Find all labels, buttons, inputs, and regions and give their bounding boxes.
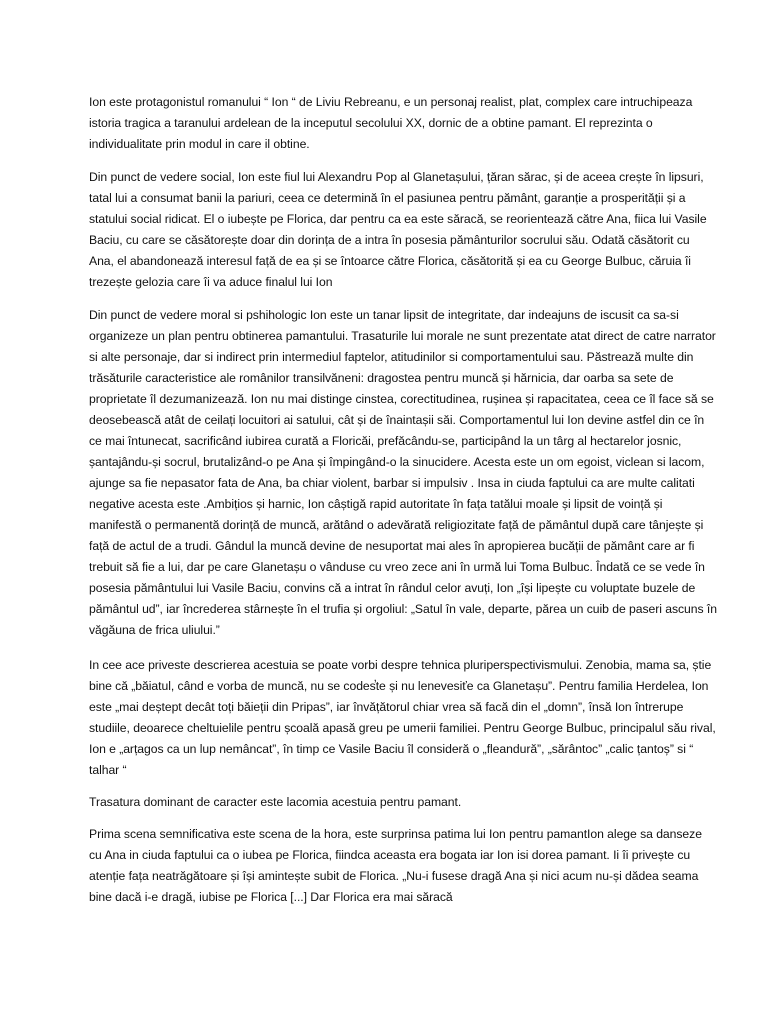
document-page (89, 92, 717, 920)
paragraph-description: In cee ace priveste descrierea acestuia se poate vorbi despre tehnica pluriperspectivismului. Zenobia, mama sa, știe bine că „băiatul, când e vorba de muncă, nu se codes̕te și nu lenevesiťe ca Glanetașu”. Pentru familia Herdelea, Ion este „mai deștept decât toți băieții din Pripas”, iar învățătorul chiar vrea să facă din el „domn”, însă Ion întrerupe studiile, deoarece cheltuielile pentru școală apasă greu pe umerii familiei. Pentru George Bulbuc, principalul său rival, Ion e „arțagos ca un lup nemâncat”, în timp ce Vasile Baciu îl consideră o „fleandură”, „sărântoc” „calic țantoș” si “ talhar “ (89, 658, 716, 777)
paragraph-social: Din punct de vedere social, Ion este fiul lui Alexandru Pop al Glanetașului, țăran sărac, și de aceea crește în lipsuri, tatal lui a consumat banii la pariuri, ceea ce determină în el pasiunea pentru pământ, garanție a prosperității și a statului social ridicat. El o iubește pe Florica, dar pentru ca ea este săracă, se reorientează către Ana, fiica lui Vasile Baciu, cu care se căsătorește doar din dorința de a intra în posesia pământurilor socrului său. Odată căsătorit cu Ana, el abandonează interesul față de ea și se întoarce către Florica, căsătorită și ea cu George Bulbuc, căruia îi trezește gelozia care îi va aduce finalul lui Ion (89, 170, 707, 289)
paragraph-first-scene: Prima scena semnificativa este scena de la hora, este surprinsa patima lui Ion pentru pamantIon alege sa danseze cu Ana in ciuda faptului ca o iubea pe Florica, fiindca aceasta era bogata iar Ion isi dorea pamant. Ii îi privește cu atenție fața neatrăgătoare și își amintește subit de Florica. „Nu-i fusese dragă Ana și nici acum nu-și dădea seama bine dacă i-e dragă, iubise pe Florica [...] Dar Florica era mai săracă (89, 827, 702, 904)
paragraph-intro: Ion este protagonistul romanului “ Ion “ de Liviu Rebreanu, e un personaj realist, plat, complex care intruchipeaza istoria tragica a taranului ardelean de la inceputul secolului XX, dornic de a obtine pamant. El reprezinta o individualitate prin modul in care il obtine. (89, 95, 693, 151)
paragraph-dominant-trait: Trasatura dominant de caracter este lacomia acestuia pentru pamant. (89, 795, 462, 809)
paragraph-moral: Din punct de vedere moral si pshihologic Ion este un tanar lipsit de integritate, dar indeajuns de iscusit ca sa-si organizeze un plan pentru obtinerea pamantului. Trasaturile lui morale ne sunt prezentate atat direct de catre narrator si alte personaje, dar si indirect prin intermediul faptelor, atitudinilor si comportamentului sau. Păstrează multe din trăsăturile caracteristice ale românilor transilvăneni: dragostea pentru muncă și hărnicia, dar oarba sa sete de proprietate îl dezumanizează. Ion nu mai distinge cinstea, corectitudinea, rușinea și rapacitatea, ceea ce îl face să se deosebească atât de ceilați locuitori ai satului, cât și de înaintașii săi. Comportamentul lui Ion devine astfel din ce în ce mai întunecat, sacrificând iubirea curată a Floricăi, prefăcându-se, participând la un târg al hectarelor josnic, șantajându-și socrul, brutalizând-o pe Ana și împingând-o la sinucidere. Acesta este un om egoist, viclean si lacom, ajunge sa fie nepasator fata de Ana, ba chiar violent, barbar si impulsiv . Insa in ciuda faptului ca are multe calitati negative acesta este .Ambițios și harnic, Ion câștigă rapid autoritate în fața tatălui moale și lipsit de voință și manifestă o permanentă dorință de muncă, arătând o adevărată religiozitate față de pământul după care tânjește și față de actul de a trudi. Gândul la muncă devine de nesuportat mai ales în apropierea bucății de pământ care ar fi trebuit să fie a lui, dar pe care Glanetașu o vânduse cu vreo zece ani în urmă lui Toma Bulbuc. Îndată ce se vede în posesia pământului lui Vasile Baciu, convins că a intrat în rândul celor avuți, Ion „își lipește cu voluptate buzele de pământul ud”, iar încrederea stârnește în el trufia și orgoliul: „Satul în vale, departe, părea un cuib de paseri ascuns în văgăuna de frica uliului.” (89, 308, 717, 637)
